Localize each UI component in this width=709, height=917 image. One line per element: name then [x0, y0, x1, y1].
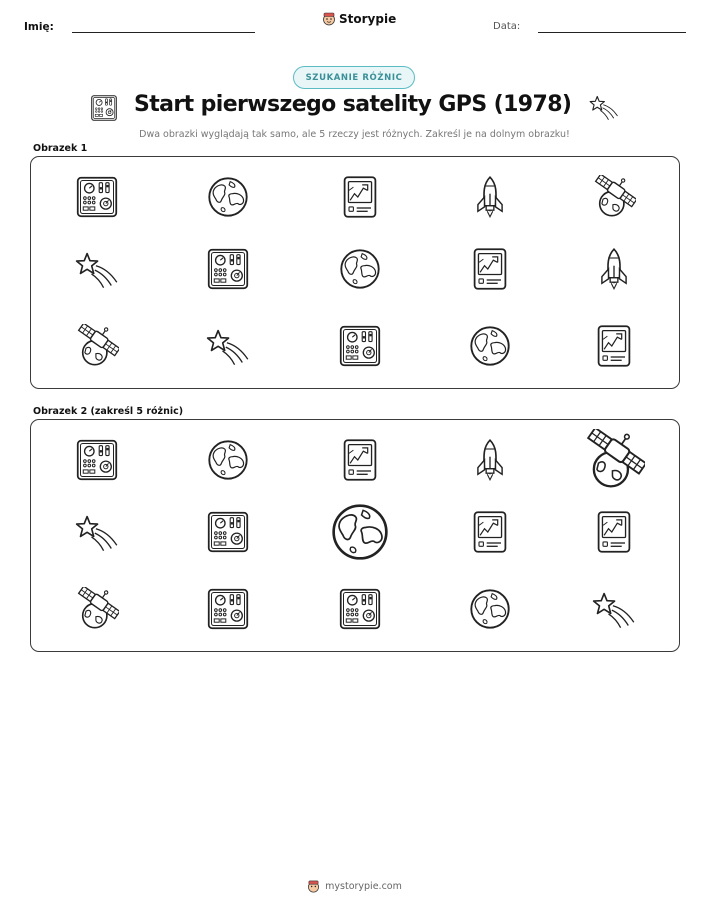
shooting-star-icon: [206, 324, 250, 368]
date-line[interactable]: [538, 32, 686, 33]
control-panel-icon[interactable]: [206, 510, 250, 554]
control-panel-icon: [90, 94, 118, 126]
earth-icon[interactable]: [468, 587, 512, 631]
shooting-star-icon: [75, 247, 119, 291]
earth-icon[interactable]: [206, 438, 250, 482]
control-panel-icon: [338, 324, 382, 368]
brand-logo: [322, 12, 396, 26]
satellite-icon: [75, 324, 119, 368]
name-label: Imię:: [24, 21, 54, 33]
earth-icon: [206, 175, 250, 219]
date-label: Data:: [493, 21, 521, 32]
footer: [0, 880, 709, 893]
gps-device-icon[interactable]: [338, 438, 382, 482]
gps-device-icon[interactable]: [468, 510, 512, 554]
earth-icon[interactable]: [329, 501, 391, 563]
activity-badge: SZUKANIE RÓŻNIC: [293, 66, 415, 89]
panel2-label: Obrazek 2 (zakreśl 5 różnic): [33, 406, 184, 417]
footer-url[interactable]: mystorypie.com: [325, 881, 402, 892]
brand-name: Storypie: [339, 12, 397, 26]
rocket-icon: [468, 175, 512, 219]
panel1-label: Obrazek 1: [33, 143, 88, 154]
satellite-icon[interactable]: [583, 429, 645, 491]
instructions: Dwa obrazki wyglądają tak samo, ale 5 rzeczy jest różnych. Zakreśl je na dolnym obrazku!: [139, 129, 570, 140]
shooting-star-icon[interactable]: [75, 510, 119, 554]
satellite-icon: [592, 175, 636, 219]
control-panel-icon[interactable]: [206, 587, 250, 631]
control-panel-icon[interactable]: [75, 438, 119, 482]
gps-device-icon: [592, 324, 636, 368]
gps-device-icon[interactable]: [592, 510, 636, 554]
control-panel-icon: [75, 175, 119, 219]
storypie-mascot-icon: [307, 880, 320, 893]
page-title: Start pierwszego satelity GPS (1978): [134, 92, 572, 117]
rocket-icon[interactable]: [468, 438, 512, 482]
satellite-icon[interactable]: [75, 587, 119, 631]
control-panel-icon: [206, 247, 250, 291]
rocket-icon: [592, 247, 636, 291]
shooting-star-icon: [588, 92, 620, 126]
name-line[interactable]: [72, 32, 255, 33]
gps-device-icon: [338, 175, 382, 219]
gps-device-icon: [468, 247, 512, 291]
title-row: [0, 92, 709, 124]
earth-icon: [338, 247, 382, 291]
earth-icon: [468, 324, 512, 368]
storypie-mascot-icon: [322, 12, 336, 26]
shooting-star-icon[interactable]: [592, 587, 636, 631]
control-panel-icon[interactable]: [338, 587, 382, 631]
